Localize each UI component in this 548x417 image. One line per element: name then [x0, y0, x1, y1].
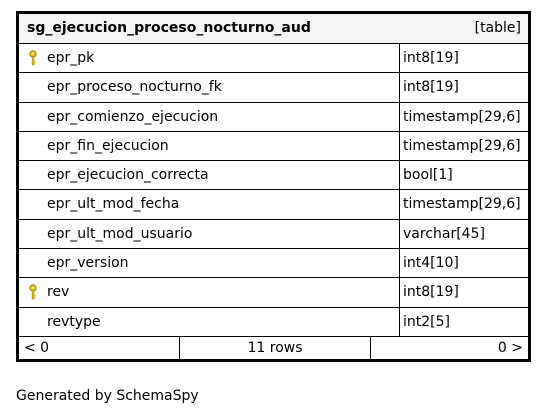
- column-name-cell: [19, 220, 400, 248]
- column-type: int8[19]: [403, 284, 459, 301]
- table-row: [19, 249, 528, 278]
- column-type: int8[19]: [403, 50, 459, 66]
- column-name-cell: [19, 44, 400, 72]
- table-header: [19, 14, 528, 44]
- key-icon: [28, 284, 38, 300]
- generated-by-label: Generated by SchemaSpy: [16, 388, 199, 404]
- column-type: int8[19]: [403, 79, 459, 96]
- next-count: 0 >: [497, 340, 523, 356]
- column-name: epr_ult_mod_usuario: [47, 225, 193, 242]
- table-row: [19, 161, 528, 190]
- column-name: epr_comienzo_ejecucion: [47, 108, 219, 125]
- column-name-cell: [19, 161, 400, 189]
- table-row: [19, 103, 528, 132]
- table-name: sg_ejecucion_proceso_nocturno_aud: [27, 20, 311, 36]
- column-name: revtype: [47, 313, 101, 330]
- table-row: [19, 73, 528, 102]
- column-name-cell: [19, 278, 400, 306]
- column-name-cell: [19, 249, 400, 277]
- row-count: 11 rows: [180, 337, 371, 359]
- table-row: [19, 190, 528, 219]
- table-row: [19, 220, 528, 249]
- column-type: int4[10]: [403, 255, 459, 272]
- column-name: epr_version: [47, 255, 129, 272]
- table-row: [19, 308, 528, 337]
- column-type: bool[1]: [403, 167, 453, 184]
- column-name: rev: [47, 284, 70, 301]
- column-type: varchar[45]: [403, 225, 485, 242]
- column-name-cell: [19, 308, 400, 336]
- table-row: [19, 278, 528, 307]
- prev-count: < 0: [19, 337, 180, 359]
- column-name-cell: [19, 190, 400, 218]
- column-type: int2[5]: [403, 313, 450, 330]
- column-type: timestamp[29,6]: [403, 108, 521, 125]
- table-row: [19, 44, 528, 73]
- table-kind: [table]: [474, 20, 521, 36]
- table-row: [19, 132, 528, 161]
- column-name: epr_ult_mod_fecha: [47, 196, 180, 213]
- table-entity: [16, 11, 531, 362]
- column-type: timestamp[29,6]: [403, 137, 521, 154]
- column-name-cell: [19, 73, 400, 101]
- column-type: timestamp[29,6]: [403, 196, 521, 213]
- column-name: epr_fin_ejecucion: [47, 137, 169, 154]
- column-name: epr_pk: [47, 50, 95, 66]
- column-list: [19, 44, 528, 337]
- column-name: epr_ejecucion_correcta: [47, 167, 209, 184]
- column-name-cell: [19, 132, 400, 160]
- key-icon: [28, 50, 38, 66]
- table-footer: [19, 337, 528, 359]
- column-name-cell: [19, 103, 400, 131]
- column-name: epr_proceso_nocturno_fk: [47, 79, 222, 96]
